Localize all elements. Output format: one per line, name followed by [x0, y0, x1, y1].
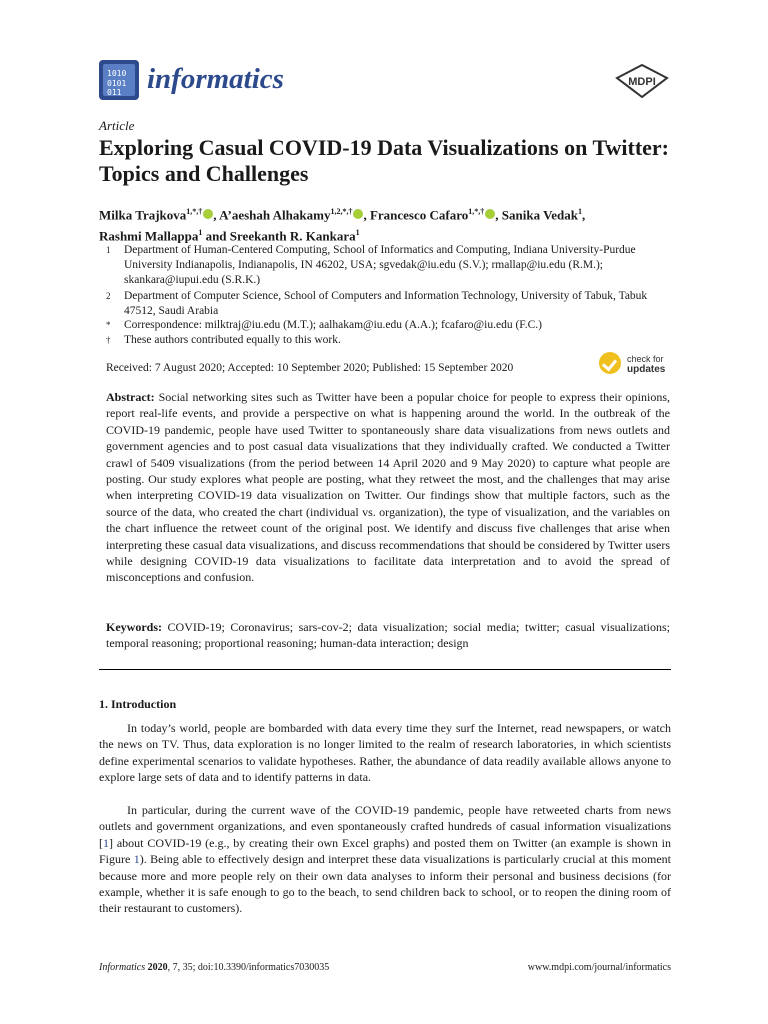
divider — [99, 669, 671, 670]
author-separator: , — [213, 207, 220, 223]
p2-text-c: ). Being able to effectively design and interpret these data visualizations is particularly crucial at this moment because more and more people rely on their own data analyses to inform their personal and business decisions (for example, whether it is safe enough to go to the beach, to send children back to school, or to reopen the dining room of their restaurant to customers). — [99, 852, 671, 916]
footer-year: 2020 — [147, 962, 168, 973]
author-affiliation-sup: 1,2,*,† — [330, 207, 353, 216]
section-heading: 1. Introduction — [99, 697, 177, 711]
affiliation-text: Correspondence: milktraj@iu.edu (M.T.); aalhakam@iu.edu (A.A.); fcafaro@iu.edu (F.C.) — [124, 319, 542, 331]
author-name: Francesco Cafaro — [369, 207, 469, 223]
reference-link[interactable]: 1 — [103, 835, 109, 850]
affiliation-mark: † — [106, 335, 111, 345]
footer-url[interactable]: www.mdpi.com/journal/informatics — [527, 962, 671, 973]
author-affiliation-sup: 1,*,† — [186, 207, 203, 216]
check-line-1: check for — [627, 354, 664, 364]
abstract-text: Social networking sites such as Twitter have been a popular choice for people to express their opinions, report real-life events, and provide a perspective on what is happening around the world. In the outbreak of the COVID-19 pandemic, people have used Twitter to spontaneously share data visualizations from news outlets and government agencies and to post casual data visualizations that they individually crafted. We conducted a Twitter crawl of 5409 visualizations (from the period between 14 April 2020 and 9 May 2020) to capture what people are posting. Our study explores what people are posting, what they retweet the most, and the challenges that may arise when interpreting COVID-19 data visualization on Twitter. Our findings show that multiple factors, such as the source of the data, who created the chart (individual vs. organization), the type of visualization, and the variables on the chart influence the retweet count of the original post. We identify and discuss five challenges that arise when interpreting these casual data visualizations, and discuss recommendations that should be considered by Twitter users while designing COVID-19 data visualizations to facilitate data interpretation and to avoid the spread of misconceptions and confusion. — [106, 390, 670, 585]
journal-name: informatics — [147, 63, 284, 95]
affiliation-mark: 2 — [106, 291, 111, 301]
check-for-updates-badge[interactable] — [599, 350, 674, 378]
intro-paragraph-1: In today’s world, people are bombarded with data every time they surf the Internet, read newspapers, or watch the news on TV. Thus, data exploration is no longer limited to the realm of research laboratories, in which scientists define experimental scenarios to validate hypotheses. Rather, the abundance of data readily available allows anyone to explore large sets of data and to identify patterns in data. — [99, 721, 671, 785]
check-icon — [599, 352, 621, 374]
abstract-label: Abstract: — [106, 390, 155, 404]
author-name: A’aeshah Alhakamy — [219, 207, 331, 223]
author-affiliation-sup: 1 — [355, 228, 360, 238]
intro-paragraph-2 — [99, 802, 671, 917]
author-name: Rashmi Mallappa — [99, 228, 199, 244]
author-separator: and — [202, 228, 230, 244]
article-type: Article — [99, 118, 135, 133]
author-name: Sanika Vedak — [501, 207, 579, 223]
footer-citation-rest: , 7, 35; doi:10.3390/informatics7030035 — [167, 962, 330, 973]
svg-text:1010: 1010 — [107, 69, 127, 78]
author-separator: , — [363, 207, 370, 223]
publication-dates: Received: 7 August 2020; Accepted: 10 September 2020; Published: 15 September 2020 — [106, 362, 514, 374]
affiliation-mark: 1 — [106, 245, 111, 255]
author-name: Milka Trajkova — [99, 207, 187, 223]
affiliation-text: Department of Human-Centered Computing, School of Informatics and Computing, Indiana University-Purdue University Indianapolis, Indianapolis, IN 46202, USA; sgvedak@iu.edu (S.V.); rmallap@iu.edu (R.M.); skankara@iupui.edu (S.R.K.) — [124, 244, 636, 286]
author-list — [99, 203, 674, 246]
p2-text-b: ] about COVID-19 (e.g., by creating their own Excel graphs) and posted them on Twitter (an example is shown in Figure — [99, 835, 671, 867]
check-line-2: updates — [627, 364, 666, 375]
keywords — [106, 619, 670, 652]
abstract — [106, 389, 670, 586]
affiliation-mark: * — [106, 320, 111, 330]
mdpi-logo-text: MDPI — [628, 76, 656, 88]
article-title: Exploring Casual COVID-19 Data Visualizations on Twitter: Topics and Challenges — [99, 135, 670, 186]
orcid-icon[interactable] — [485, 209, 495, 219]
author-affiliation-sup: 1 — [578, 207, 583, 216]
author-separator: , — [495, 207, 502, 223]
affiliation-text: These authors contributed equally to this work. — [124, 334, 341, 346]
svg-text:011: 011 — [107, 88, 122, 97]
author-affiliation-sup: 1 — [198, 228, 203, 238]
svg-text:0101: 0101 — [107, 79, 127, 88]
author-name: Sreekanth R. Kankara — [229, 228, 356, 244]
keywords-text: COVID-19; Coronavirus; sars-cov-2; data visualization; social media; twitter; casual visualizations; temporal reasoning; proportional reasoning; human-data interaction; design — [106, 620, 670, 651]
keywords-label: Keywords: — [106, 620, 162, 634]
footer-journal: Informatics — [99, 962, 146, 973]
affiliation-text: Department of Computer Science, School of Computers and Information Technology, University of Tabuk, Tabuk 47512, Saudi Arabia — [124, 290, 648, 317]
journal-logo-icon — [99, 60, 139, 100]
author-separator: , — [582, 207, 586, 223]
orcid-icon[interactable] — [353, 209, 363, 219]
p2-text-a: In particular, during the current wave of the COVID-19 pandemic, people have retweeted charts from news outlets and government organizations, and even spontaneously crafted hundreds of casual information visualizations [ — [99, 803, 671, 850]
author-affiliation-sup: 1,*,† — [468, 207, 485, 216]
figure-link[interactable]: 1 — [133, 852, 140, 867]
mdpi-logo-icon — [614, 64, 670, 98]
orcid-icon[interactable] — [203, 209, 213, 219]
footer-citation — [99, 962, 329, 973]
